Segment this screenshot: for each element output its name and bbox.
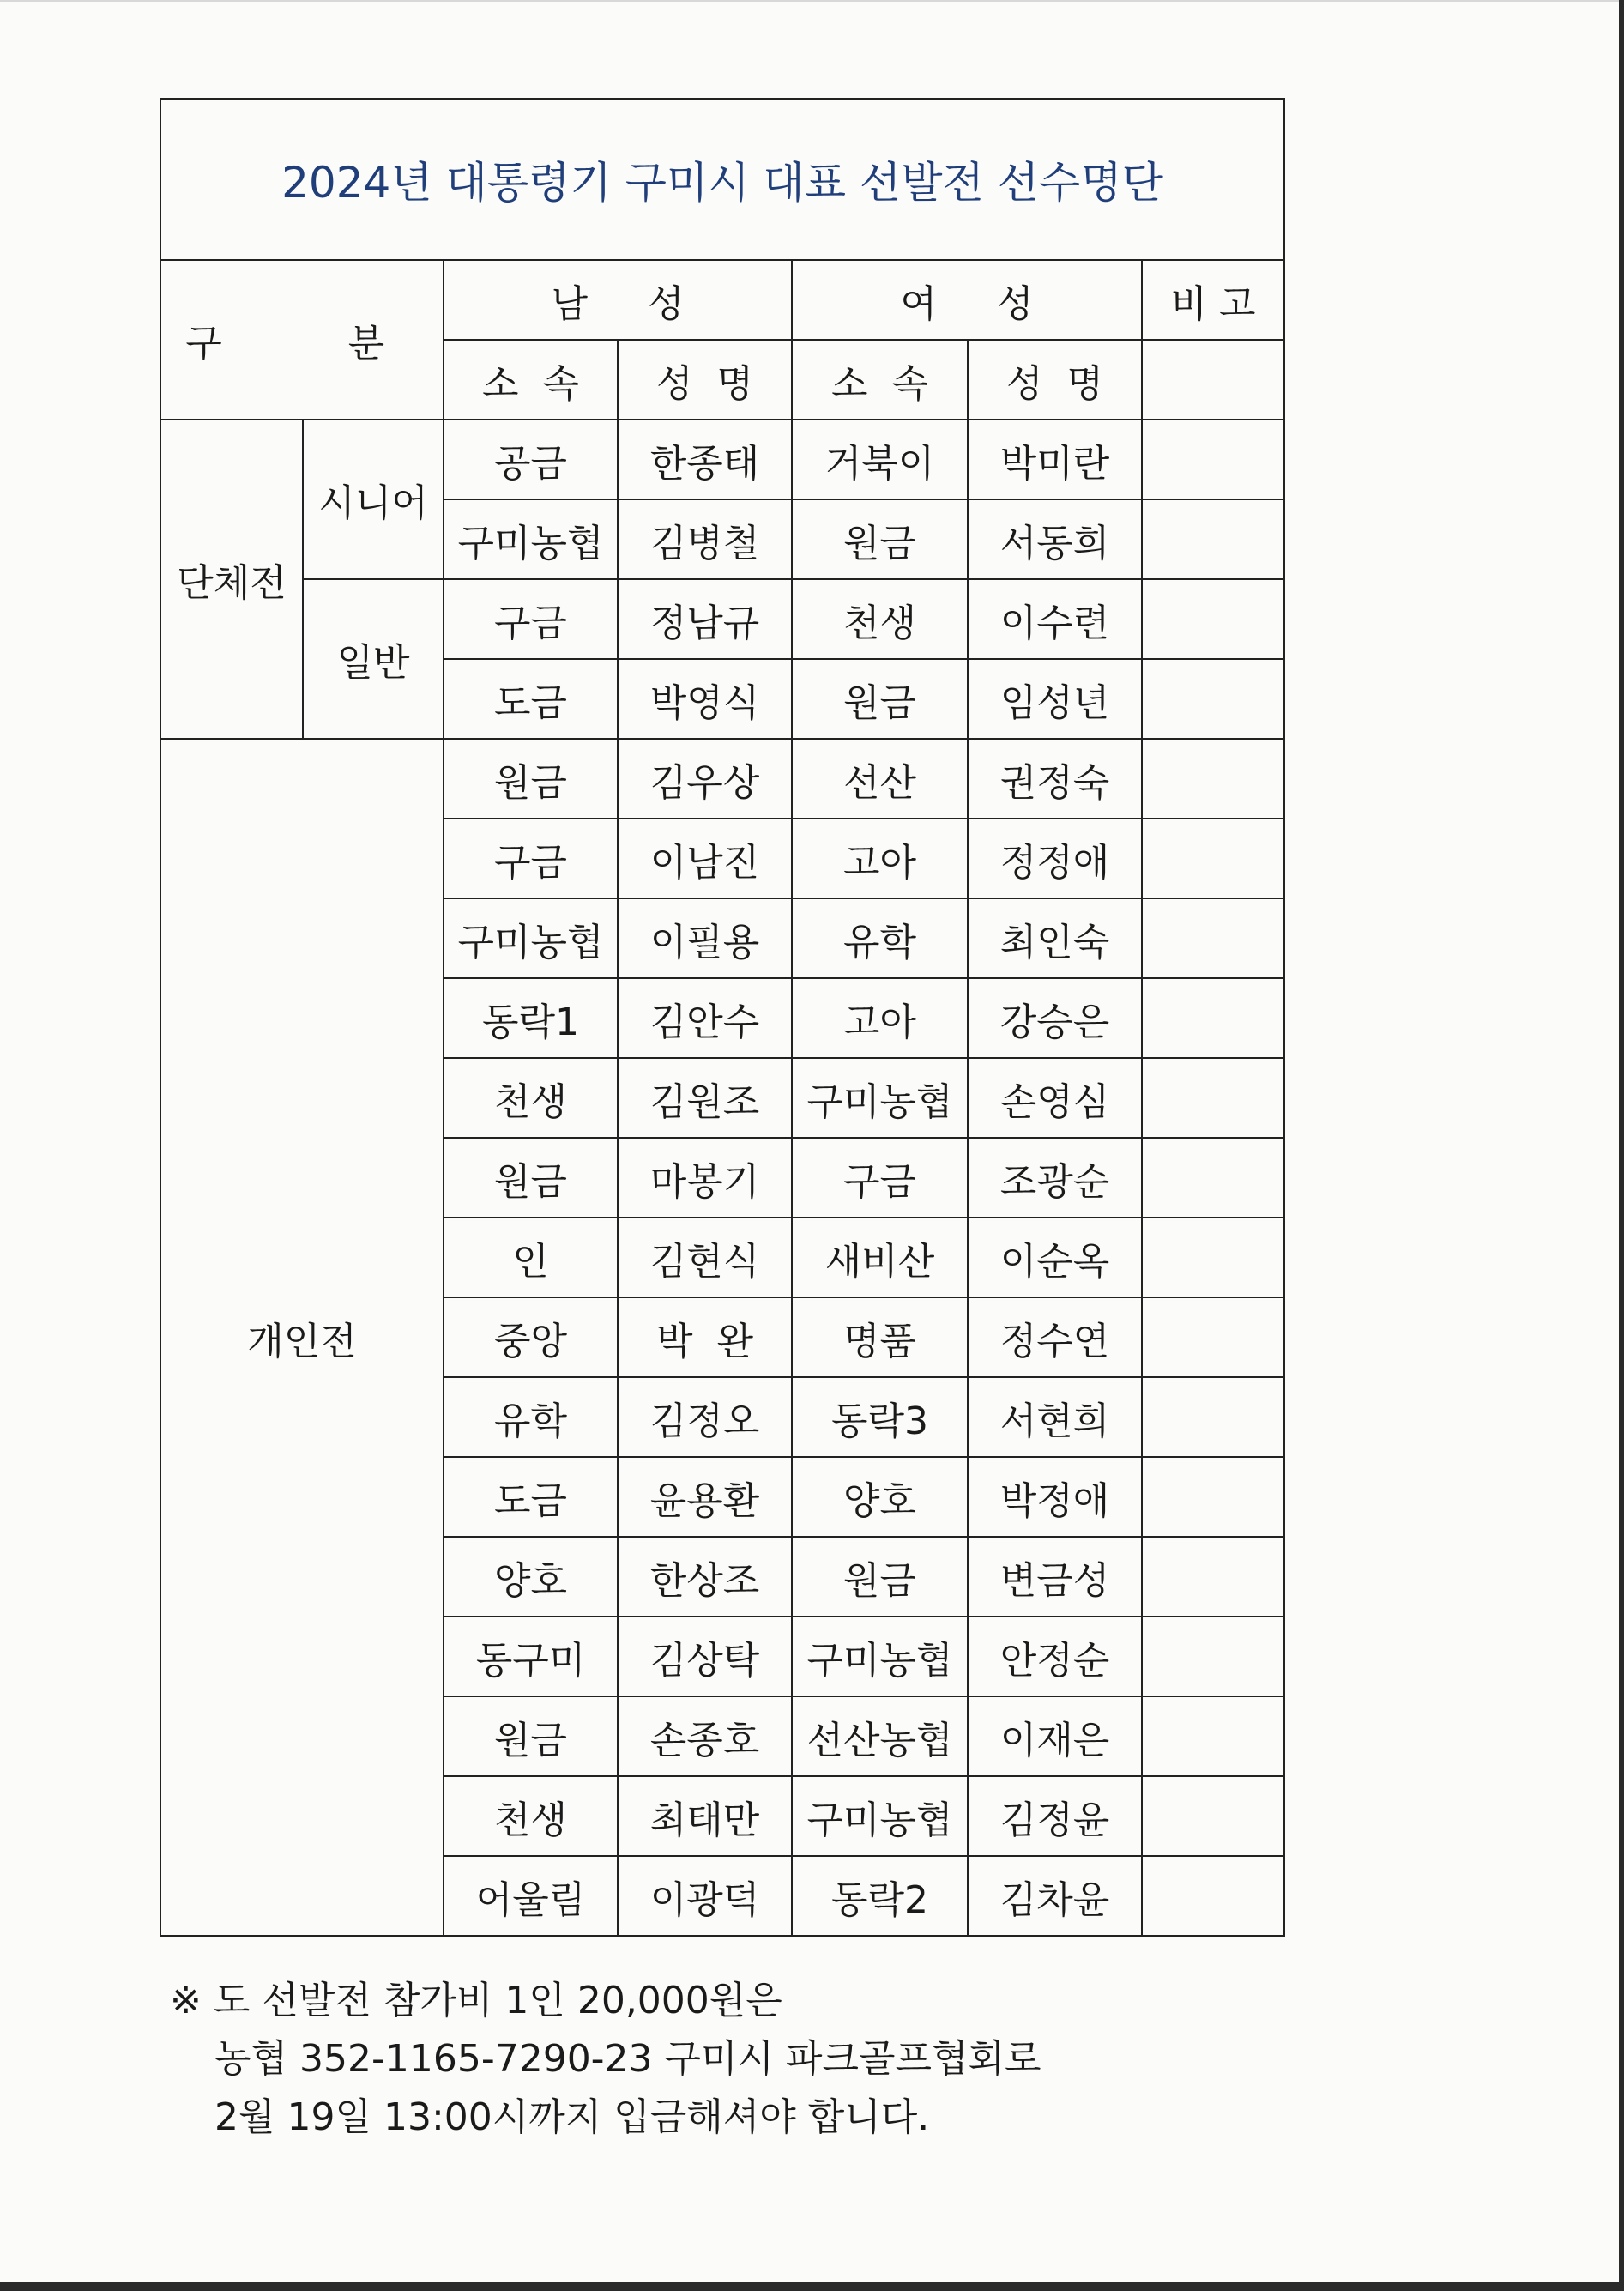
male-affiliation: 공금 — [444, 420, 618, 499]
male-affiliation: 천생 — [444, 1776, 618, 1856]
male-affiliation: 양호 — [444, 1537, 618, 1617]
remarks-cell — [1142, 739, 1284, 819]
female-name: 서동희 — [968, 499, 1142, 579]
team-general-label: 일반 — [303, 579, 444, 739]
female-name: 김차윤 — [968, 1856, 1142, 1936]
individual-label: 개인전 — [160, 739, 444, 1936]
header-remarks: 비 고 — [1142, 260, 1284, 340]
female-affiliation: 거북이 — [792, 420, 968, 499]
female-affiliation: 고아 — [792, 819, 968, 898]
header-male-affiliation: 소 속 — [444, 340, 618, 420]
remarks-cell — [1142, 499, 1284, 579]
male-affiliation: 어울림 — [444, 1856, 618, 1936]
header-male-name: 성 명 — [618, 340, 792, 420]
page-right-edge — [1619, 0, 1624, 2291]
header-female: 여 성 — [792, 260, 1142, 340]
remarks-cell — [1142, 1297, 1284, 1377]
female-affiliation: 동락2 — [792, 1856, 968, 1936]
header-remarks-blank — [1142, 340, 1284, 420]
male-affiliation: 원금 — [444, 1696, 618, 1776]
header-male: 남 성 — [444, 260, 792, 340]
remarks-cell — [1142, 1138, 1284, 1218]
header-female-affiliation: 소 속 — [792, 340, 968, 420]
female-affiliation: 고아 — [792, 978, 968, 1058]
male-affiliation: 구금 — [444, 819, 618, 898]
page-title: 2024년 대통령기 구미시 대표 선발전 선수명단 — [160, 99, 1284, 260]
male-name: 최태만 — [618, 1776, 792, 1856]
male-affiliation: 동구미 — [444, 1617, 618, 1696]
male-name: 이필용 — [618, 898, 792, 978]
remarks-cell — [1142, 659, 1284, 739]
remarks-cell — [1142, 898, 1284, 978]
table-row — [160, 420, 1284, 499]
remarks-cell — [1142, 1856, 1284, 1936]
female-name: 임성년 — [968, 659, 1142, 739]
female-affiliation: 동락3 — [792, 1377, 968, 1457]
female-affiliation: 유학 — [792, 898, 968, 978]
table-row — [160, 739, 1284, 819]
female-affiliation: 원금 — [792, 659, 968, 739]
male-name: 윤용환 — [618, 1457, 792, 1537]
male-affiliation: 구미농협 — [444, 898, 618, 978]
male-affiliation: 도금 — [444, 659, 618, 739]
female-affiliation: 구금 — [792, 1138, 968, 1218]
remarks-cell — [1142, 1457, 1284, 1537]
female-name: 서현희 — [968, 1377, 1142, 1457]
page-bottom-edge — [0, 2282, 1624, 2291]
female-affiliation: 구미농협 — [792, 1776, 968, 1856]
male-affiliation: 동락1 — [444, 978, 618, 1058]
header-row-1 — [160, 260, 1284, 340]
female-name: 이수련 — [968, 579, 1142, 659]
male-name: 마봉기 — [618, 1138, 792, 1218]
remarks-cell — [1142, 978, 1284, 1058]
footnote-line-2: 농협 352-1165-7290-23 구미시 파크골프협회로 — [214, 2037, 1041, 2081]
remarks-cell — [1142, 1617, 1284, 1696]
male-name: 한상조 — [618, 1537, 792, 1617]
male-affiliation: 구금 — [444, 579, 618, 659]
male-name: 박 완 — [618, 1297, 792, 1377]
female-affiliation: 명품 — [792, 1297, 968, 1377]
male-name: 김상탁 — [618, 1617, 792, 1696]
male-name: 김안수 — [618, 978, 792, 1058]
title-row — [160, 99, 1284, 260]
female-affiliation: 선산 — [792, 739, 968, 819]
team-label: 단체전 — [160, 420, 303, 739]
female-affiliation: 원금 — [792, 499, 968, 579]
header-category: 구 분 — [160, 260, 444, 420]
female-name: 최인숙 — [968, 898, 1142, 978]
remarks-cell — [1142, 1058, 1284, 1138]
remarks-cell — [1142, 819, 1284, 898]
female-name: 안정순 — [968, 1617, 1142, 1696]
female-affiliation: 선산농협 — [792, 1696, 968, 1776]
female-name: 정정애 — [968, 819, 1142, 898]
male-name: 이남진 — [618, 819, 792, 898]
table-row — [160, 579, 1284, 659]
footnote-line-1: ※ 도 선발전 참가비 1인 20,000원은 — [170, 1979, 782, 2022]
remarks-cell — [1142, 1377, 1284, 1457]
female-name: 손영심 — [968, 1058, 1142, 1138]
remarks-cell — [1142, 1218, 1284, 1297]
roster-body — [160, 99, 1284, 1936]
remarks-cell — [1142, 1696, 1284, 1776]
male-name: 김원조 — [618, 1058, 792, 1138]
male-name: 한종태 — [618, 420, 792, 499]
female-affiliation: 천생 — [792, 579, 968, 659]
header-female-name: 성 명 — [968, 340, 1142, 420]
male-name: 김우상 — [618, 739, 792, 819]
female-name: 박미란 — [968, 420, 1142, 499]
female-affiliation: 원금 — [792, 1537, 968, 1617]
female-affiliation: 양호 — [792, 1457, 968, 1537]
female-name: 조광순 — [968, 1138, 1142, 1218]
male-name: 정남규 — [618, 579, 792, 659]
female-name: 이순옥 — [968, 1218, 1142, 1297]
female-name: 강승은 — [968, 978, 1142, 1058]
female-name: 이재은 — [968, 1696, 1142, 1776]
male-name: 김현식 — [618, 1218, 792, 1297]
remarks-cell — [1142, 420, 1284, 499]
roster-table — [160, 98, 1285, 1937]
remarks-cell — [1142, 1537, 1284, 1617]
male-name: 박영식 — [618, 659, 792, 739]
male-affiliation: 원금 — [444, 739, 618, 819]
male-affiliation: 원금 — [444, 1138, 618, 1218]
page-top-edge — [0, 0, 1624, 2]
female-name: 김정윤 — [968, 1776, 1142, 1856]
team-senior-label: 시니어 — [303, 420, 444, 579]
female-affiliation: 구미농협 — [792, 1058, 968, 1138]
male-affiliation: 중앙 — [444, 1297, 618, 1377]
remarks-cell — [1142, 1776, 1284, 1856]
female-name: 권정숙 — [968, 739, 1142, 819]
male-name: 이광덕 — [618, 1856, 792, 1936]
footnote — [170, 1972, 1041, 2147]
remarks-cell — [1142, 579, 1284, 659]
female-affiliation: 새비산 — [792, 1218, 968, 1297]
male-name: 김정오 — [618, 1377, 792, 1457]
male-affiliation: 인 — [444, 1218, 618, 1297]
male-name: 김병철 — [618, 499, 792, 579]
female-name: 변금성 — [968, 1537, 1142, 1617]
male-name: 손종호 — [618, 1696, 792, 1776]
male-affiliation: 구미농협 — [444, 499, 618, 579]
footnote-line-3: 2월 19일 13:00시까지 입금해셔야 합니다. — [214, 2095, 930, 2139]
male-affiliation: 유학 — [444, 1377, 618, 1457]
male-affiliation: 천생 — [444, 1058, 618, 1138]
female-affiliation: 구미농협 — [792, 1617, 968, 1696]
female-name: 정수연 — [968, 1297, 1142, 1377]
male-affiliation: 도금 — [444, 1457, 618, 1537]
female-name: 박정애 — [968, 1457, 1142, 1537]
